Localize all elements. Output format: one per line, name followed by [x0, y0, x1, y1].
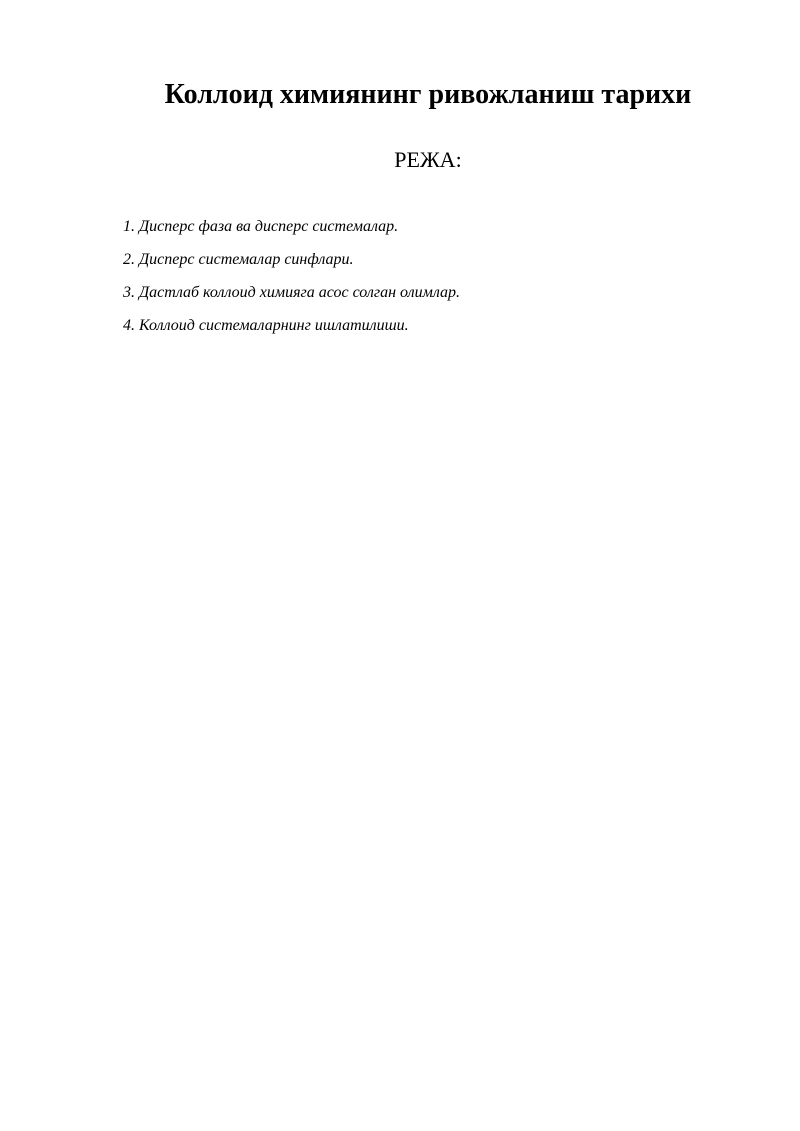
plan-item: 3. Дастлаб коллоид химияга асос солган олимлар.: [123, 284, 460, 301]
plan-item: 4. Коллоид системаларнинг ишлатилиши.: [123, 317, 409, 334]
plan-item: 2. Дисперс системалар синфлари.: [123, 251, 354, 268]
plan-list: [123, 216, 460, 348]
plan-heading: РЕЖА:: [394, 147, 462, 172]
plan-item: 1. Дисперс фаза ва дисперс системалар.: [123, 218, 399, 235]
document-title: Коллоид химиянинг ривожланиш тарихи: [164, 79, 692, 110]
